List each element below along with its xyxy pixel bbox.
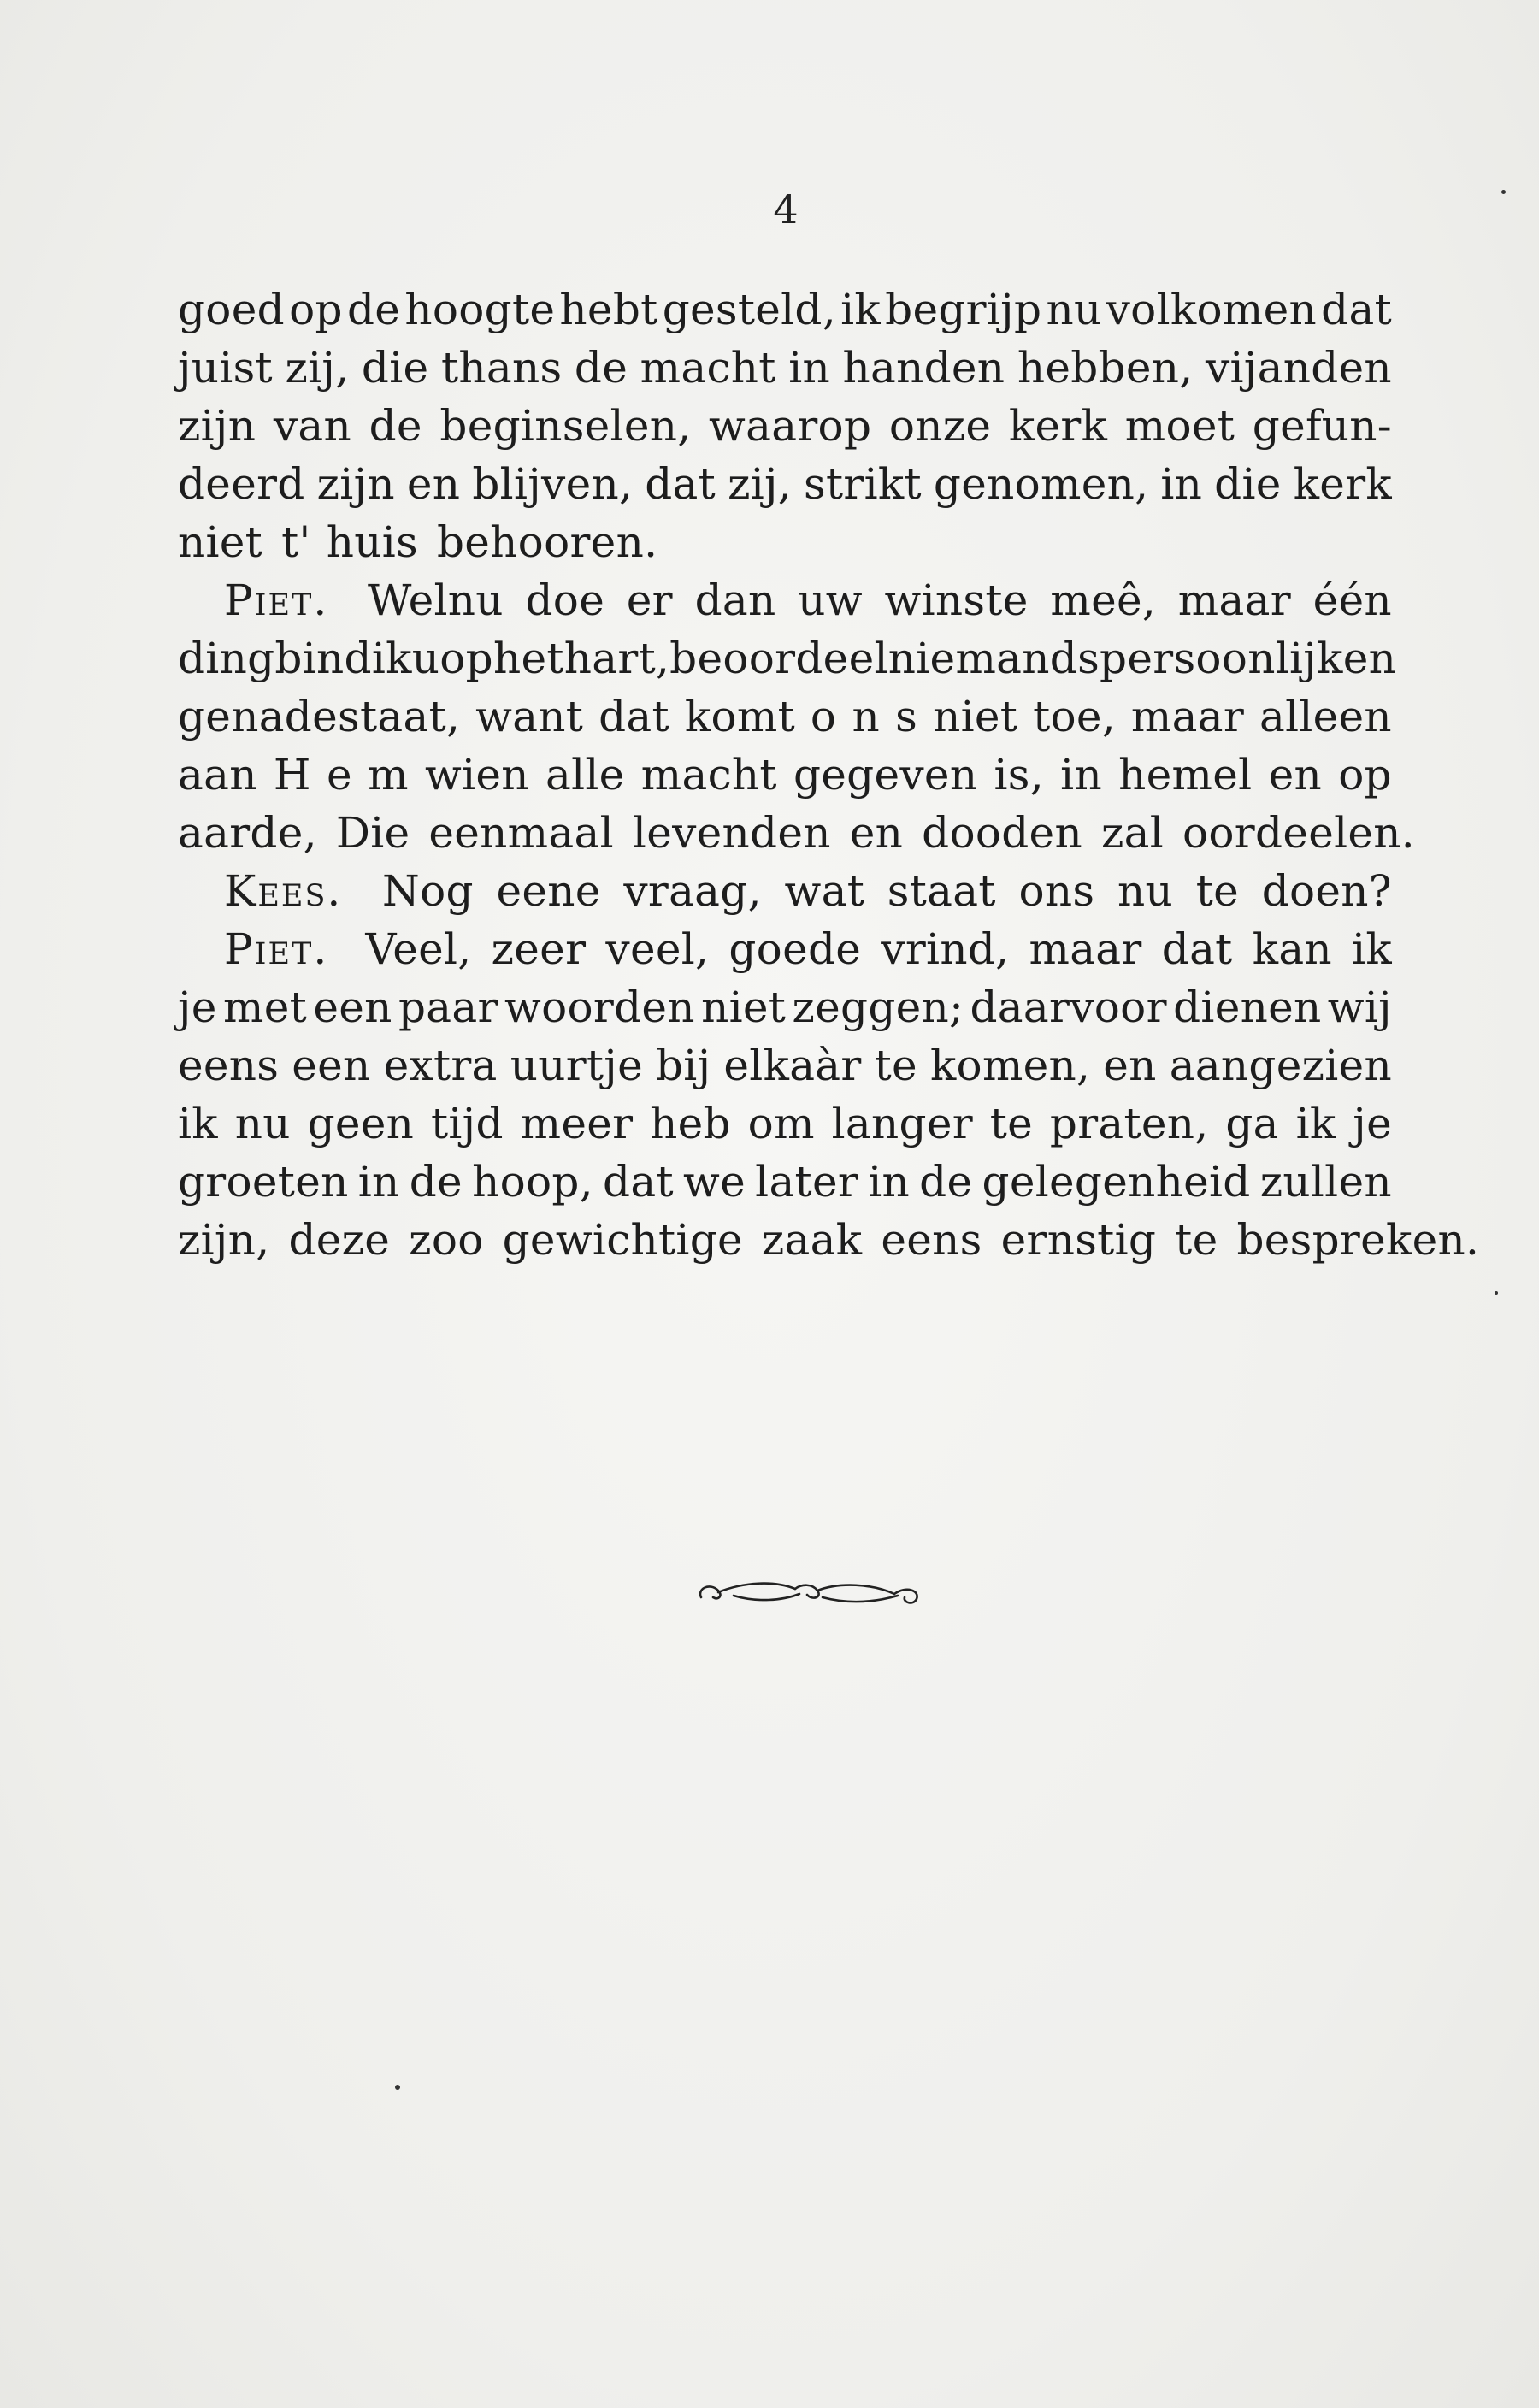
word: te	[1195, 866, 1239, 916]
word: maar	[1130, 692, 1245, 741]
word: alle	[545, 750, 625, 800]
word: zij,	[285, 343, 350, 392]
word: komen,	[929, 1041, 1091, 1090]
word: uw	[798, 575, 863, 625]
word: in	[1160, 459, 1203, 509]
word: onze	[888, 401, 992, 451]
word: kerk	[1008, 401, 1108, 451]
speaker-name: Piet.	[224, 924, 329, 974]
text-line	[178, 1095, 1392, 1153]
word: we	[683, 1157, 746, 1207]
word: Die	[335, 808, 410, 858]
word: groeten	[178, 1157, 349, 1207]
word: goede	[728, 924, 862, 974]
word: niet	[933, 692, 1018, 741]
word: deze	[288, 1215, 391, 1265]
word: nu	[1046, 285, 1102, 334]
word: hoogte	[404, 285, 556, 334]
scroll-flourish-icon	[693, 1572, 923, 1614]
word: zijn	[316, 459, 395, 509]
word: u	[411, 634, 440, 683]
word: gelegenheid	[982, 1157, 1251, 1207]
word: genomen,	[933, 459, 1149, 509]
word: op	[1338, 750, 1392, 800]
word: en	[406, 459, 461, 509]
word: moet	[1124, 401, 1235, 451]
word: niet	[701, 983, 787, 1032]
word: op	[439, 634, 493, 683]
word: met	[223, 983, 308, 1032]
word: een	[313, 983, 392, 1032]
text-line	[178, 1036, 1392, 1095]
word: ik	[1352, 924, 1392, 974]
body-text	[178, 280, 1480, 1269]
word: elkaàr	[723, 1041, 862, 1090]
word: extra	[383, 1041, 498, 1090]
text-line	[178, 862, 1392, 920]
word: dat	[1161, 924, 1233, 974]
word: kan	[1252, 924, 1332, 974]
word: strikt	[804, 459, 922, 509]
word: deerd	[178, 459, 305, 509]
word: winste	[884, 575, 1029, 625]
word: juist	[178, 343, 273, 392]
word: hebt	[559, 285, 658, 334]
word: genadestaat,	[178, 692, 461, 741]
word: die	[361, 343, 429, 392]
word: dat	[603, 1157, 674, 1207]
word: zeggen;	[792, 983, 964, 1032]
word: ik	[1295, 1099, 1336, 1148]
word: geen	[307, 1099, 415, 1148]
word: behooren.	[436, 517, 658, 567]
word: de	[919, 1157, 973, 1207]
text-line	[178, 571, 1392, 629]
text-line	[178, 688, 1392, 746]
word: meer	[520, 1099, 634, 1148]
word: thans	[440, 343, 563, 392]
word: eens	[178, 1041, 280, 1090]
word: je	[178, 983, 217, 1032]
page-number: 4	[773, 186, 799, 233]
text-line	[178, 1211, 1480, 1269]
text-line	[178, 629, 1397, 688]
print-speck	[1495, 1291, 1498, 1295]
word: en	[1268, 750, 1323, 800]
word: o n s	[810, 692, 918, 741]
word: want	[475, 692, 584, 741]
word: daarvoor	[970, 983, 1167, 1032]
word: op	[289, 285, 343, 334]
word: te	[989, 1099, 1034, 1148]
word: bij	[656, 1041, 711, 1090]
word: in	[788, 343, 830, 392]
word: gesteld,	[662, 285, 836, 334]
word: hebben,	[1017, 343, 1194, 392]
word: handen	[842, 343, 1005, 392]
word: veel,	[605, 924, 710, 974]
word: en	[849, 808, 904, 858]
word: gewichtige	[502, 1215, 743, 1265]
word: zoo	[409, 1215, 484, 1265]
word: van	[273, 401, 352, 451]
word: t' huis	[281, 517, 418, 567]
word: later	[755, 1157, 859, 1207]
word: in	[868, 1157, 910, 1207]
word: zijn	[178, 401, 256, 451]
word: levenden	[632, 808, 831, 858]
word: zal	[1100, 808, 1164, 858]
word: dat	[1321, 285, 1392, 334]
word: ding	[178, 634, 275, 683]
word: hoop,	[472, 1157, 593, 1207]
word: persoonlijken	[1100, 634, 1397, 683]
print-speck	[1501, 190, 1506, 194]
word: wien	[425, 750, 529, 800]
word: de	[369, 401, 422, 451]
word: tijd	[430, 1099, 504, 1148]
word: volkomen	[1106, 285, 1317, 334]
word: macht	[640, 343, 776, 392]
word: maar	[1177, 575, 1291, 625]
word: vraag,	[623, 866, 762, 916]
word: nu	[1117, 866, 1174, 916]
word: ik	[178, 1099, 218, 1148]
word: maar	[1029, 924, 1142, 974]
word: aarde,	[178, 808, 317, 858]
word: het	[492, 634, 564, 683]
word: die	[1214, 459, 1282, 509]
text-line	[178, 339, 1392, 397]
word: zaak	[761, 1215, 863, 1265]
word: vijanden	[1205, 343, 1392, 392]
word: hart,	[563, 634, 670, 683]
word: dan	[694, 575, 776, 625]
text-line	[178, 978, 1392, 1036]
word: een	[292, 1041, 371, 1090]
word: beginselen,	[439, 401, 692, 451]
word: woorden	[504, 983, 695, 1032]
word: zijn,	[178, 1215, 270, 1265]
word: eene	[496, 866, 601, 916]
speaker-name: Piet.	[224, 575, 329, 625]
word: zullen	[1259, 1157, 1392, 1207]
word: te	[874, 1041, 917, 1090]
word: blijven,	[472, 459, 634, 509]
word: dienen	[1173, 983, 1322, 1032]
word: dat	[598, 692, 669, 741]
word: kerk	[1293, 459, 1392, 509]
print-speck	[395, 2085, 400, 2090]
word: dooden	[922, 808, 1082, 858]
word: in	[357, 1157, 400, 1207]
word: eenmaal	[428, 808, 614, 858]
word: zij,	[728, 459, 792, 509]
word: nu	[234, 1099, 291, 1148]
word: zeer	[491, 924, 587, 974]
word: aangezien	[1169, 1041, 1392, 1090]
word: toe,	[1033, 692, 1116, 741]
word: bespreken.	[1236, 1215, 1480, 1265]
word: ga	[1225, 1099, 1279, 1148]
word: niet	[178, 517, 263, 567]
word: langer	[831, 1099, 973, 1148]
word: meê,	[1050, 575, 1157, 625]
word: heb	[650, 1099, 731, 1148]
word: je	[1353, 1099, 1392, 1148]
word: komt	[684, 692, 795, 741]
word: één	[1312, 575, 1392, 625]
text-line	[178, 397, 1392, 455]
word: staat	[887, 866, 996, 916]
word: gegeven	[793, 750, 978, 800]
word: te	[1175, 1215, 1218, 1265]
word: de	[574, 343, 628, 392]
word: goed	[178, 285, 285, 334]
word: H e m	[273, 750, 409, 800]
word: praten,	[1049, 1099, 1209, 1148]
word: wat	[784, 866, 865, 916]
word: doen?	[1261, 866, 1392, 916]
word: in	[1060, 750, 1102, 800]
word: eens	[881, 1215, 982, 1265]
text-line	[178, 1153, 1392, 1211]
text-line	[178, 746, 1392, 804]
word: macht	[640, 750, 777, 800]
word: oordeelen.	[1182, 808, 1415, 858]
text-line	[178, 804, 1415, 862]
word: uurtje	[510, 1041, 643, 1090]
word: ik	[371, 634, 412, 683]
word: Welnu	[367, 575, 504, 625]
word: Nog	[382, 866, 474, 916]
word: vrind,	[881, 924, 1010, 974]
text-line	[178, 455, 1392, 513]
word: en	[1103, 1041, 1157, 1090]
word: niemands	[887, 634, 1100, 683]
word: Veel,	[365, 924, 472, 974]
word: hemel	[1118, 750, 1253, 800]
word: bind	[274, 634, 372, 683]
text-line	[178, 920, 1392, 978]
word: wij	[1327, 983, 1392, 1032]
word: ernstig	[1000, 1215, 1157, 1265]
word: de	[409, 1157, 463, 1207]
word: ons	[1018, 866, 1095, 916]
speaker-name: Kees.	[224, 866, 343, 916]
word: begrijp	[885, 285, 1042, 334]
word: om	[747, 1099, 815, 1148]
word: dat	[645, 459, 716, 509]
word: doe	[525, 575, 605, 625]
word: gefun-	[1252, 401, 1392, 451]
word: er	[626, 575, 673, 625]
word: ik	[840, 285, 881, 334]
text-line	[178, 280, 1392, 339]
word: waarop	[709, 401, 872, 451]
word: beoordeel	[669, 634, 888, 683]
text-line	[178, 513, 1392, 571]
word: paar	[398, 983, 498, 1032]
word: de	[346, 285, 401, 334]
word: aan	[178, 750, 257, 800]
word: alleen	[1259, 692, 1392, 741]
word: is,	[994, 750, 1044, 800]
